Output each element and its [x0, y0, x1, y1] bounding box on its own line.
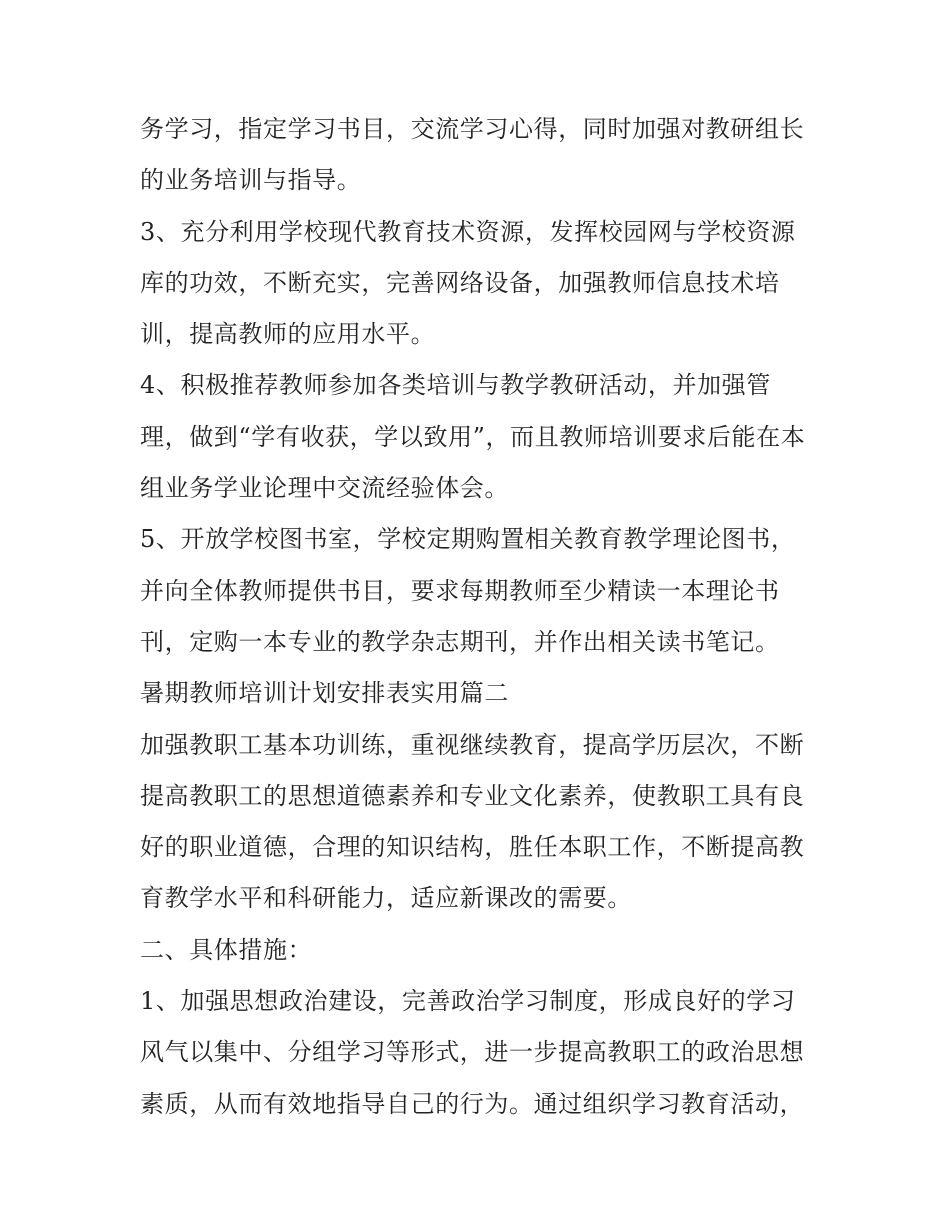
text-line: 好的职业道德，合理的知识结构，胜任本职工作，不断提高教 [140, 833, 805, 862]
text-line: 并向全体教师提供书目，要求每期教师至少精读一本理论书 [140, 576, 780, 605]
text-line: 刊，定购一本专业的教学杂志期刊，并作出相关读书笔记。 [140, 627, 780, 656]
text-line: 素质，从而有效地指导自己的行为。通过组织学习教育活动， [140, 1089, 805, 1118]
text-line: 提高教职工的思想道德素养和专业文化素养，使教职工具有良 [140, 781, 805, 810]
text-line: 务学习，指定学习书目，交流学习心得，同时加强对教研组长 [140, 115, 805, 143]
document-body [140, 104, 820, 1130]
text-line: 理，做到“学有收获，学以致用”，而且教师培训要求后能在本 [140, 422, 806, 451]
text-line: 5、开放学校图书室，学校定期购置相关教育教学理论图书， [140, 525, 796, 554]
text-line: 风气以集中、分组学习等形式，进一步提高教职工的政治思想 [140, 1038, 805, 1067]
text-line: 库的功效，不断充实，完善网络设备，加强教师信息技术培 [140, 268, 780, 297]
section-heading: 二、具体措施： [140, 935, 313, 964]
text-line: 的业务培训与指导。 [140, 166, 362, 195]
text-line: 加强教职工基本功训练，重视继续教育，提高学历层次，不断 [140, 730, 805, 759]
text-line: 4、积极推荐教师参加各类培训与教学教研活动，并加强管 [140, 371, 771, 400]
text-line: 组业务学业论理中交流经验体会。 [140, 474, 509, 503]
text-line: 训，提高教师的应用水平。 [140, 320, 436, 349]
text-line: 3、充分利用学校现代教育技术资源，发挥校园网与学校资源 [140, 217, 796, 246]
text-line: 1、加强思想政治建设，完善政治学习制度，形成良好的学习 [140, 987, 796, 1016]
text-line: 育教学水平和科研能力，适应新课改的需要。 [140, 884, 632, 913]
section-heading: 暑期教师培训计划安排表实用篇二 [140, 679, 509, 708]
